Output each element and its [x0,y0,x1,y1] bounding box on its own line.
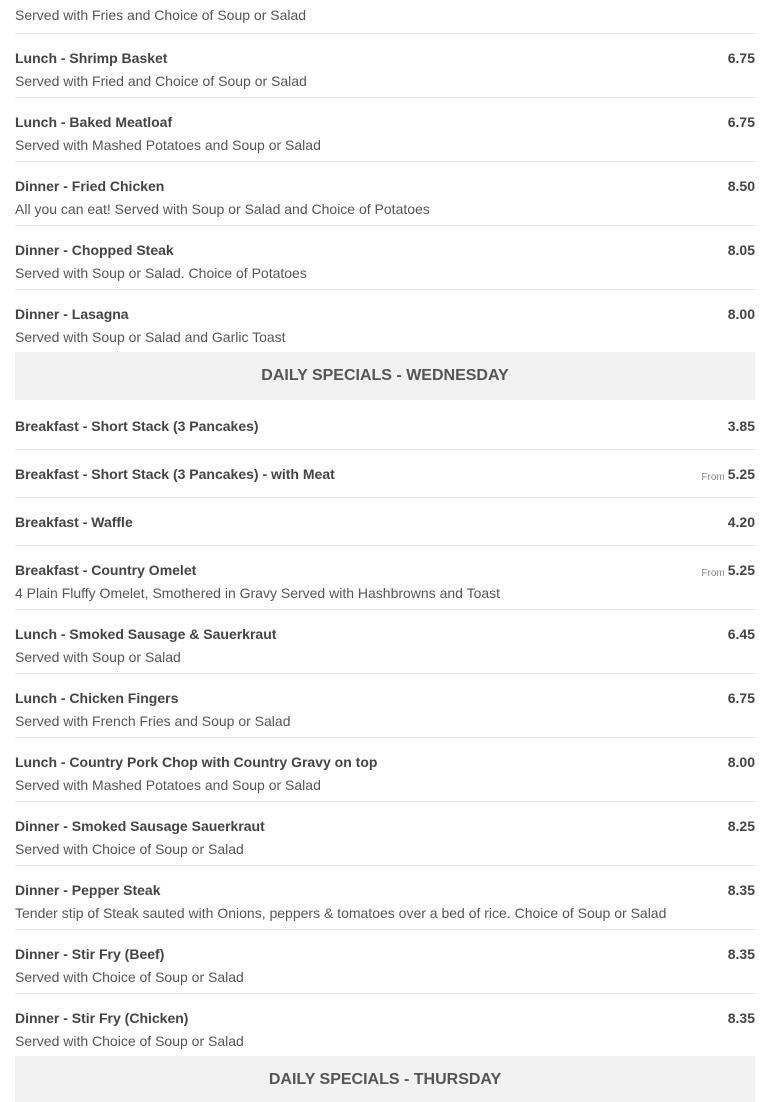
item-description: Served with Soup or Salad. Choice of Potatoes [15,265,307,281]
item-price: 6.75 [727,114,755,130]
item-price: 8.35 [727,946,755,962]
menu-item [15,674,755,738]
item-description: Served with Choice of Soup or Salad [15,969,244,985]
item-price: 6.45 [727,626,755,642]
item-description: Served with Mashed Potatoes and Soup or Salad [15,137,321,153]
item-name: Lunch - Shrimp Basket [15,50,168,66]
item-name: Dinner - Pepper Steak [15,882,161,898]
item-description: Served with Mashed Potatoes and Soup or Salad [15,777,321,793]
menu-item [15,930,755,994]
item-name: Dinner - Fried Chicken [15,178,165,194]
item-description: 4 Plain Fluffy Omelet, Smothered in Gravy Served with Hashbrowns and Toast [15,585,501,601]
section-header-wednesday: DAILY SPECIALS - WEDNESDAY [15,352,755,400]
item-price: 3.85 [727,418,755,434]
menu-item [15,162,755,226]
menu-item [15,738,755,802]
menu-item [15,450,755,498]
item-price: 4.20 [727,514,755,530]
item-description: Served with Choice of Soup or Salad [15,1033,244,1049]
menu-item [15,546,755,610]
item-name: Lunch - Country Pork Chop with Country Gravy on top [15,754,378,770]
menu-item [15,226,755,290]
menu-item [15,0,755,34]
item-name: Breakfast - Country Omelet [15,562,197,578]
item-price: 5.25 [727,562,755,578]
item-name: Lunch - Baked Meatloaf [15,114,173,130]
item-price: 8.05 [727,242,755,258]
item-name: Lunch - Chicken Fingers [15,690,179,706]
item-price-container [701,561,755,582]
section-header-thursday: DAILY SPECIALS - THURSDAY [15,1056,755,1102]
item-price: 5.25 [727,466,755,482]
item-description: Tender stip of Steak sauted with Onions, peppers & tomatoes over a bed of rice. Choice of Soup or Salad [15,905,667,921]
item-name: Dinner - Stir Fry (Chicken) [15,1010,189,1026]
item-description: Served with Fried and Choice of Soup or Salad [15,73,307,89]
menu-item [15,994,755,1056]
item-name: Lunch - Smoked Sausage & Sauerkraut [15,626,277,642]
item-name: Dinner - Chopped Steak [15,242,174,258]
item-price: 8.35 [727,1010,755,1026]
item-description: Served with French Fries and Soup or Salad [15,713,291,729]
item-name: Dinner - Smoked Sausage Sauerkraut [15,818,265,834]
item-price: 6.75 [727,50,755,66]
item-name: Breakfast - Waffle [15,514,133,530]
menu-item [15,290,755,352]
item-price: 6.75 [727,690,755,706]
item-price: 8.25 [727,818,755,834]
menu-item [15,98,755,162]
from-label: From [701,568,725,579]
item-price-container [701,465,755,486]
item-description: Served with Soup or Salad and Garlic Toast [15,329,286,345]
menu-item [15,498,755,546]
item-price: 8.00 [727,754,755,770]
item-name: Dinner - Lasagna [15,306,129,322]
menu-item [15,402,755,450]
menu-item [15,866,755,930]
daily-specials-menu [15,0,755,1102]
menu-item [15,610,755,674]
item-description: Served with Fries and Choice of Soup or Salad [15,7,307,23]
item-price: 8.50 [727,178,755,194]
item-name: Dinner - Stir Fry (Beef) [15,946,165,962]
menu-item [15,802,755,866]
from-label: From [701,472,725,483]
item-description: All you can eat! Served with Soup or Salad and Choice of Potatoes [15,201,430,217]
menu-item [15,34,755,98]
item-price: 8.00 [727,306,755,322]
item-name: Breakfast - Short Stack (3 Pancakes) [15,418,259,434]
item-price: 8.35 [727,882,755,898]
item-description: Served with Choice of Soup or Salad [15,841,244,857]
item-name: Breakfast - Short Stack (3 Pancakes) - with Meat [15,466,335,482]
item-description: Served with Soup or Salad [15,649,181,665]
